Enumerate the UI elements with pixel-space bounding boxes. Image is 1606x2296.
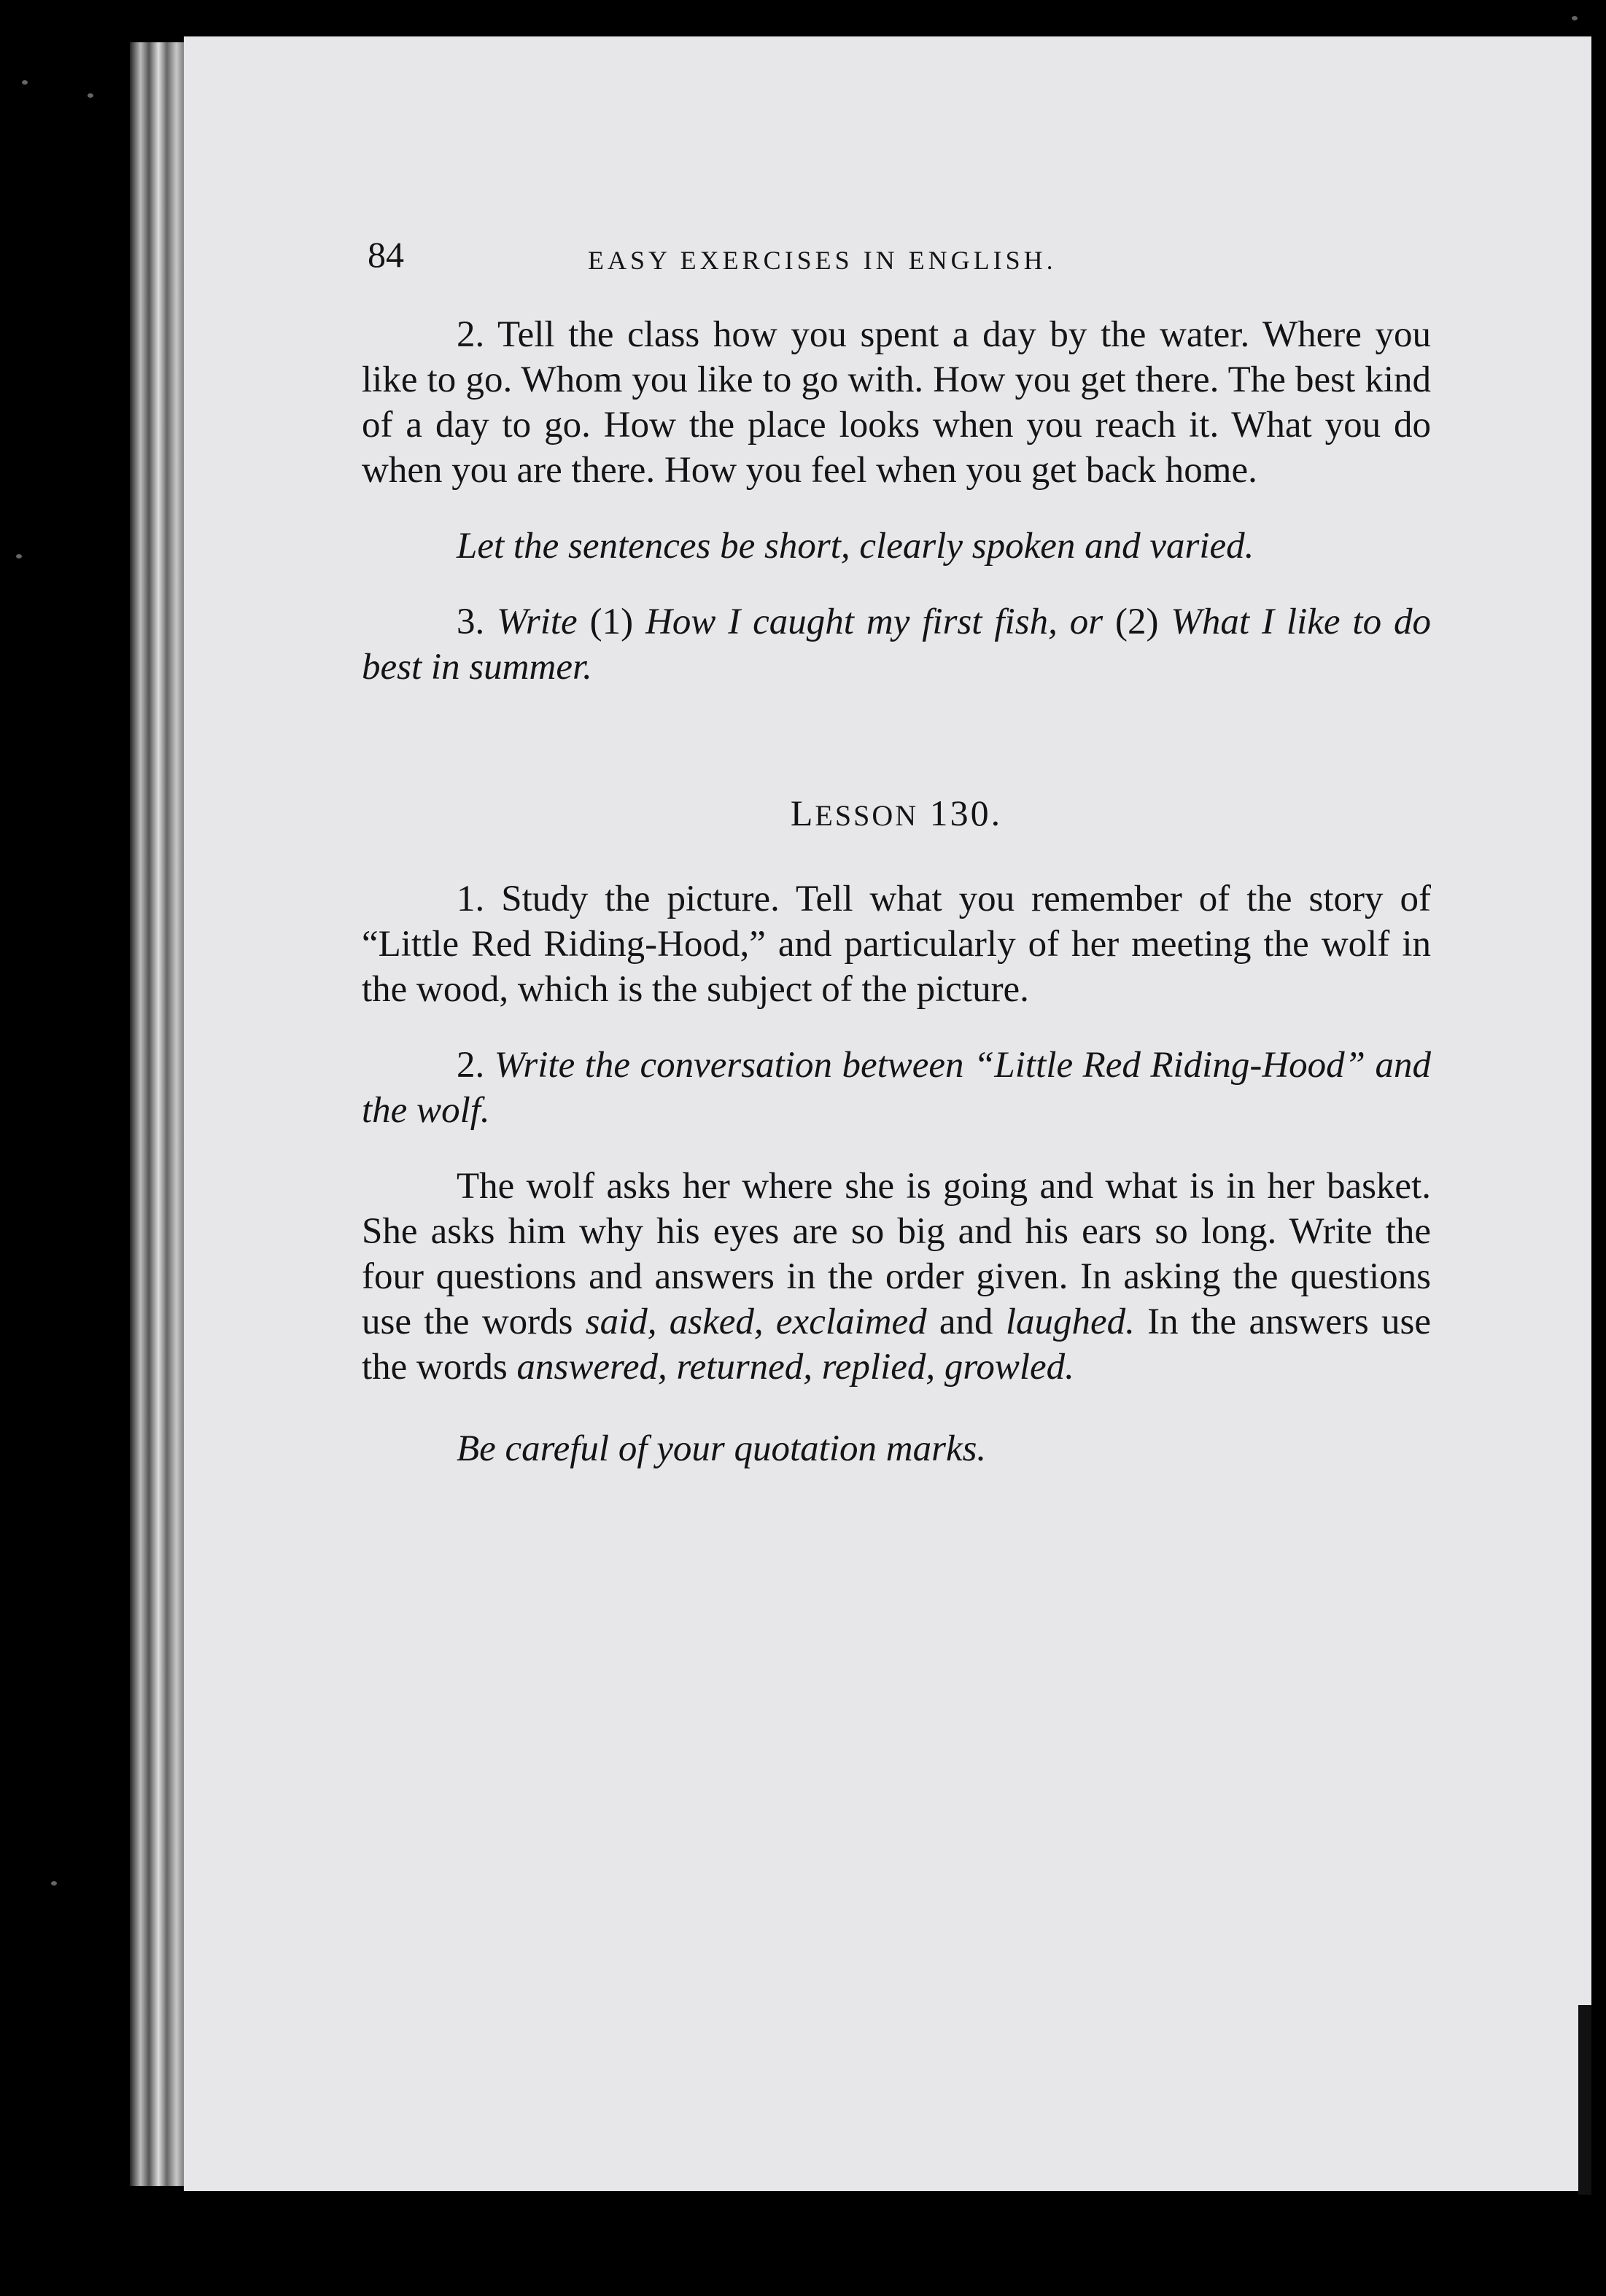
lesson-exercise-2 xyxy=(362,1043,1431,1133)
lesson-exercise-2-text: Write the conversation between “Little Red Riding-Hood” and the wolf. xyxy=(362,1045,1432,1131)
lesson-heading xyxy=(362,792,1431,834)
words-for-asking: said, asked, exclaimed xyxy=(585,1301,927,1342)
scan-speck xyxy=(51,1881,57,1886)
running-head xyxy=(362,233,1431,292)
option-2-number: (2) xyxy=(1115,602,1159,642)
scan-speck xyxy=(88,93,93,98)
exercise-3-number: 3. xyxy=(457,602,485,642)
scan-speck xyxy=(16,554,22,559)
lesson-heading-initial: L xyxy=(790,793,815,833)
scan-speck xyxy=(22,80,28,85)
lesson-paragraph xyxy=(362,1164,1431,1390)
lesson-number: 130. xyxy=(929,793,1003,833)
option-1-number: (1) xyxy=(589,602,634,642)
paragraph-part-2: In the answers use the words xyxy=(362,1301,1431,1388)
running-title: EASY EXERCISES IN ENGLISH. xyxy=(588,246,1057,275)
lesson-exercise-1: 1. Study the picture. Tell what you remember of the story of “Little Red Riding-Hood,” and particularly of her meeting the wolf in the wood, which is the subject of the picture. xyxy=(362,879,1431,1010)
page-corner-shadow xyxy=(1578,2005,1591,2195)
exercise-3 xyxy=(362,599,1431,690)
word-laughed: laughed. xyxy=(1005,1301,1135,1342)
page-number: 84 xyxy=(368,234,404,275)
lesson-exercise-2-number: 2. xyxy=(457,1045,485,1086)
exercise-2-prev: 2. Tell the class how you spent a day by the water. Where you like to go. Whom you like to go with. How you get there. The best kind of a day to go. How the place looks when you reach it. What you do when you are there. How you feel when you get back home. xyxy=(362,314,1431,491)
words-for-answers: answered, returned, replied, growled. xyxy=(516,1347,1074,1388)
lesson-heading-smallcaps: ESSON xyxy=(815,799,919,832)
paragraph-and: and xyxy=(939,1301,993,1342)
closing-instruction: Be careful of your quotation marks. xyxy=(457,1428,987,1469)
instruction-text: Let the sentences be short, clearly spoken and varied. xyxy=(457,526,1254,567)
option-1-title: How I caught my first fish, xyxy=(645,602,1058,642)
paragraph-part-1: The wolf asks her where she is going and what is in her basket. She asks him why his eyes are so big and his ears so long. Write the four questions and answers in the order given. In asking the questions use the words xyxy=(362,1166,1431,1342)
page-content xyxy=(362,233,1431,1471)
option-2-title: What I like to do best in summer. xyxy=(362,602,1432,688)
exercise-3-write: Write xyxy=(497,602,578,642)
option-or: or xyxy=(1069,602,1103,642)
book-page-edges xyxy=(130,42,190,2186)
scan-speck xyxy=(1572,16,1578,20)
